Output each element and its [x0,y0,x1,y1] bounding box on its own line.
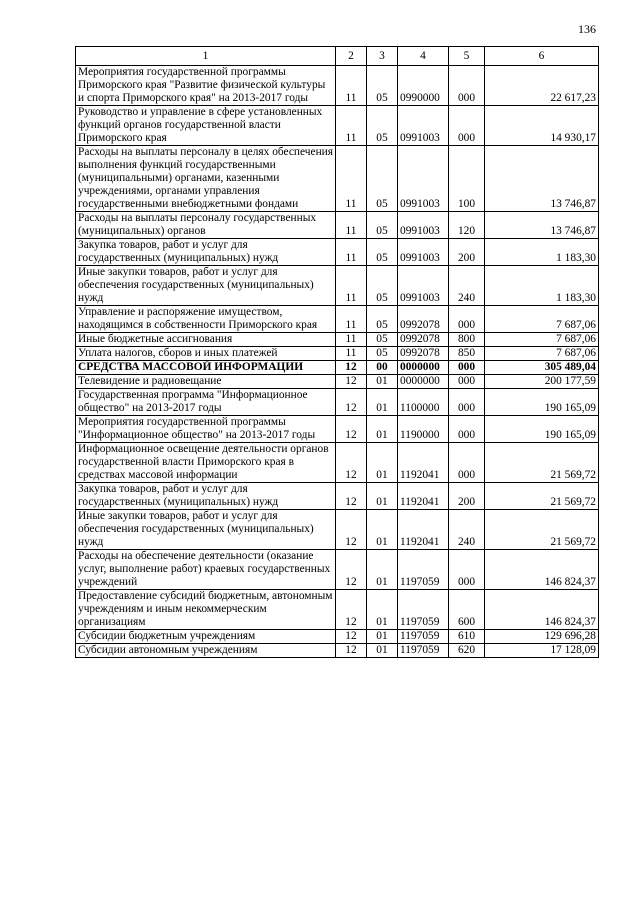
column-header: 4 [398,47,449,66]
table-row [76,306,599,333]
row-section-code: 12 [336,644,367,658]
row-section-code: 11 [336,333,367,347]
row-expense-type: 000 [449,389,485,416]
row-target-article: 1192041 [398,443,449,483]
table-row [76,266,599,306]
column-header: 5 [449,47,485,66]
row-target-article: 0991003 [398,266,449,306]
row-subsection-code: 01 [367,389,398,416]
row-expense-type: 000 [449,375,485,389]
row-expense-type: 120 [449,212,485,239]
row-subsection-code: 01 [367,550,398,590]
row-description: Субсидии автономным учреждениям [76,644,336,658]
row-amount: 146 824,37 [485,550,599,590]
row-description: Мероприятия государственной программы Приморского края "Развитие физической культуры и спорта Приморского края" на 2013-2017 годы [76,66,336,106]
row-section-code: 11 [336,146,367,212]
row-amount: 13 746,87 [485,146,599,212]
row-description: Государственная программа "Информационное общество" на 2013-2017 годы [76,389,336,416]
row-description: Иные закупки товаров, работ и услуг для обеспечения государственных (муниципальных) нужд [76,510,336,550]
table-row [76,443,599,483]
row-expense-type: 000 [449,106,485,146]
row-target-article: 0991003 [398,239,449,266]
row-target-article: 1190000 [398,416,449,443]
row-amount: 21 569,72 [485,483,599,510]
row-subsection-code: 01 [367,510,398,550]
row-expense-type: 000 [449,66,485,106]
table-row [76,510,599,550]
row-expense-type: 000 [449,443,485,483]
row-subsection-code: 05 [367,106,398,146]
row-subsection-code: 01 [367,630,398,644]
row-target-article: 1192041 [398,483,449,510]
row-amount: 21 569,72 [485,443,599,483]
row-expense-type: 620 [449,644,485,658]
row-amount: 129 696,28 [485,630,599,644]
row-description: Расходы на выплаты персоналу государственных (муниципальных) органов [76,212,336,239]
column-header: 1 [76,47,336,66]
row-target-article: 0000000 [398,361,449,375]
row-target-article: 1192041 [398,510,449,550]
row-target-article: 1100000 [398,389,449,416]
row-section-code: 11 [336,239,367,266]
row-subsection-code: 05 [367,347,398,361]
row-amount: 14 930,17 [485,106,599,146]
row-description: Иные бюджетные ассигнования [76,333,336,347]
row-subsection-code: 05 [367,333,398,347]
row-subsection-code: 01 [367,644,398,658]
row-amount: 17 128,09 [485,644,599,658]
page-number: 136 [578,22,596,36]
row-target-article: 0000000 [398,375,449,389]
row-target-article: 1197059 [398,644,449,658]
table-row [76,212,599,239]
row-section-code: 11 [336,66,367,106]
budget-table [75,46,599,658]
row-description: Мероприятия государственной программы "Информационное общество" на 2013-2017 годы [76,416,336,443]
row-amount: 190 165,09 [485,389,599,416]
row-target-article: 0992078 [398,333,449,347]
table-row [76,106,599,146]
row-subsection-code: 05 [367,146,398,212]
row-target-article: 0991003 [398,146,449,212]
table-body [76,66,599,658]
table-row [76,630,599,644]
row-amount: 1 183,30 [485,239,599,266]
row-section-code: 12 [336,590,367,630]
row-subsection-code: 05 [367,212,398,239]
row-section-code: 11 [336,212,367,239]
row-section-code: 12 [336,416,367,443]
row-section-code: 12 [336,483,367,510]
table-header-row [76,47,599,66]
row-section-code: 12 [336,361,367,375]
table-row [76,389,599,416]
row-section-code: 12 [336,510,367,550]
row-description: СРЕДСТВА МАССОВОЙ ИНФОРМАЦИИ [76,361,336,375]
row-section-code: 12 [336,550,367,590]
row-expense-type: 240 [449,266,485,306]
table-row [76,66,599,106]
column-header: 2 [336,47,367,66]
row-expense-type: 000 [449,416,485,443]
row-section-code: 11 [336,347,367,361]
row-subsection-code: 01 [367,590,398,630]
row-amount: 7 687,06 [485,306,599,333]
row-subsection-code: 01 [367,483,398,510]
row-amount: 190 165,09 [485,416,599,443]
row-expense-type: 610 [449,630,485,644]
row-expense-type: 200 [449,483,485,510]
row-section-code: 11 [336,306,367,333]
row-section-code: 12 [336,630,367,644]
row-amount: 21 569,72 [485,510,599,550]
row-section-code: 12 [336,375,367,389]
row-amount: 1 183,30 [485,266,599,306]
row-expense-type: 000 [449,306,485,333]
row-expense-type: 600 [449,590,485,630]
row-subsection-code: 05 [367,239,398,266]
table-row [76,590,599,630]
row-expense-type: 100 [449,146,485,212]
table-row [76,347,599,361]
table-row [76,644,599,658]
row-expense-type: 200 [449,239,485,266]
row-expense-type: 850 [449,347,485,361]
column-header: 3 [367,47,398,66]
row-amount: 7 687,06 [485,347,599,361]
row-description: Расходы на выплаты персоналу в целях обеспечения выполнения функций государственными (муниципальными) органами, казенными учреждениями, органами управления государственными внебюджетными фондами [76,146,336,212]
row-description: Телевидение и радиовещание [76,375,336,389]
row-amount: 13 746,87 [485,212,599,239]
row-description: Руководство и управление в сфере установленных функций органов государственной власти Приморского края [76,106,336,146]
row-target-article: 0991003 [398,212,449,239]
table-row [76,361,599,375]
row-amount: 146 824,37 [485,590,599,630]
row-expense-type: 000 [449,361,485,375]
row-description: Управление и распоряжение имуществом, находящимся в собственности Приморского края [76,306,336,333]
row-expense-type: 800 [449,333,485,347]
row-target-article: 0990000 [398,66,449,106]
row-subsection-code: 05 [367,66,398,106]
row-subsection-code: 01 [367,443,398,483]
row-amount: 305 489,04 [485,361,599,375]
row-subsection-code: 05 [367,266,398,306]
row-description: Информационное освещение деятельности органов государственной власти Приморского края в средствах массовой информации [76,443,336,483]
table-row [76,416,599,443]
row-description: Закупка товаров, работ и услуг для государственных (муниципальных) нужд [76,239,336,266]
row-description: Расходы на обеспечение деятельности (оказание услуг, выполнение работ) краевых государственных учреждений [76,550,336,590]
row-target-article: 0992078 [398,306,449,333]
row-target-article: 0991003 [398,106,449,146]
row-amount: 7 687,06 [485,333,599,347]
row-section-code: 12 [336,389,367,416]
table-row [76,375,599,389]
row-section-code: 12 [336,443,367,483]
row-description: Уплата налогов, сборов и иных платежей [76,347,336,361]
table-row [76,483,599,510]
row-section-code: 11 [336,106,367,146]
row-expense-type: 000 [449,550,485,590]
row-description: Субсидии бюджетным учреждениям [76,630,336,644]
row-subsection-code: 05 [367,306,398,333]
row-subsection-code: 01 [367,375,398,389]
table-row [76,146,599,212]
row-description: Иные закупки товаров, работ и услуг для обеспечения государственных (муниципальных) нужд [76,266,336,306]
row-amount: 200 177,59 [485,375,599,389]
row-description: Предоставление субсидий бюджетным, автономным учреждениям и иным некоммерческим организациям [76,590,336,630]
row-target-article: 0992078 [398,347,449,361]
table-row [76,550,599,590]
row-subsection-code: 00 [367,361,398,375]
row-description: Закупка товаров, работ и услуг для государственных (муниципальных) нужд [76,483,336,510]
row-target-article: 1197059 [398,630,449,644]
column-header: 6 [485,47,599,66]
row-target-article: 1197059 [398,550,449,590]
table-row [76,239,599,266]
row-section-code: 11 [336,266,367,306]
row-target-article: 1197059 [398,590,449,630]
row-amount: 22 617,23 [485,66,599,106]
row-subsection-code: 01 [367,416,398,443]
row-expense-type: 240 [449,510,485,550]
table-row [76,333,599,347]
